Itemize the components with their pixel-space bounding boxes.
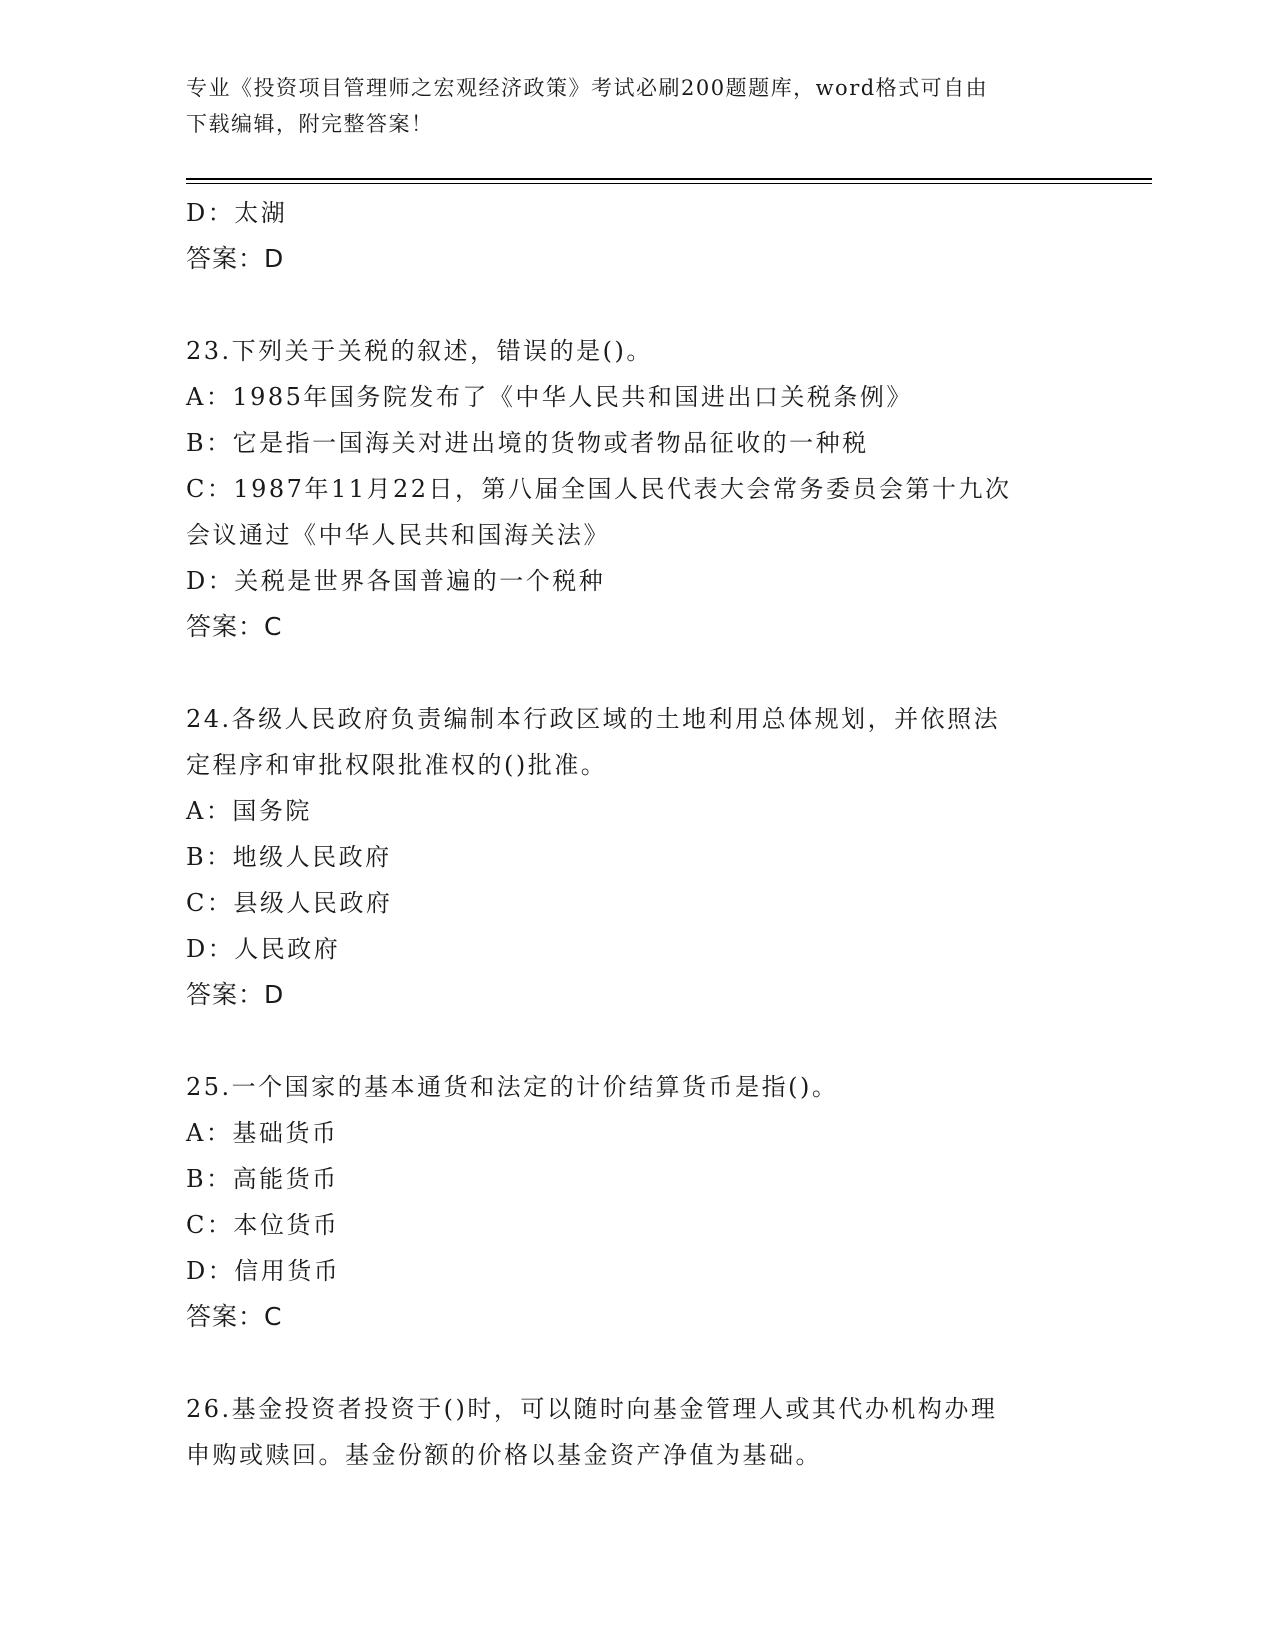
header-rule-thick	[186, 178, 1152, 180]
option-a: A：基础货币	[186, 1119, 339, 1147]
page-header	[186, 70, 1066, 142]
spacer	[186, 650, 1086, 696]
question-23	[186, 328, 1086, 650]
question-26	[186, 1386, 1086, 1478]
answer: 答案：D	[186, 244, 285, 273]
option-b: B：高能货币	[186, 1165, 339, 1193]
option-c-continued: 会议通过《中华人民共和国海关法》	[186, 521, 610, 549]
question-stem: 25.一个国家的基本通货和法定的计价结算货币是指()。	[186, 1073, 839, 1101]
question-content	[186, 190, 1086, 1478]
option-d: D：关税是世界各国普遍的一个税种	[186, 567, 606, 595]
answer: 答案：D	[186, 980, 285, 1009]
spacer	[186, 1340, 1086, 1386]
option-c: C：县级人民政府	[186, 889, 393, 917]
option-d: D：人民政府	[186, 935, 341, 963]
option-a: A：1985年国务院发布了《中华人民共和国进出口关税条例》	[186, 383, 913, 411]
option-c: C：1987年11月22日，第八届全国人民代表大会常务委员会第十九次	[186, 475, 1012, 503]
header-line-2: 下载编辑，附完整答案！	[186, 112, 434, 136]
question-stem-continued: 定程序和审批权限批准权的()批准。	[186, 751, 608, 779]
question-stem-continued: 申购或赎回。基金份额的价格以基金资产净值为基础。	[186, 1441, 822, 1469]
question-stem: 26.基金投资者投资于()时，可以随时向基金管理人或其代办机构办理	[186, 1395, 998, 1423]
option-d: D：太湖	[186, 199, 288, 227]
question-25	[186, 1064, 1086, 1340]
answer: 答案：C	[186, 1302, 283, 1331]
header-rule-thin	[186, 183, 1152, 184]
question-stem: 23.下列关于关税的叙述，错误的是()。	[186, 337, 653, 365]
answer: 答案：C	[186, 612, 283, 641]
option-d: D：信用货币	[186, 1257, 341, 1285]
spacer	[186, 1018, 1086, 1064]
question-24	[186, 696, 1086, 1018]
question-22	[186, 190, 1086, 282]
spacer	[186, 282, 1086, 328]
option-a: A：国务院	[186, 797, 312, 825]
option-c: C：本位货币	[186, 1211, 340, 1239]
header-line-1: 专业《投资项目管理师之宏观经济政策》考试必刷200题题库，word格式可自由	[186, 76, 989, 100]
option-b: B：它是指一国海关对进出境的货物或者物品征收的一种税	[186, 429, 869, 457]
question-stem: 24.各级人民政府负责编制本行政区域的土地利用总体规划，并依照法	[186, 705, 1001, 733]
option-b: B：地级人民政府	[186, 843, 392, 871]
